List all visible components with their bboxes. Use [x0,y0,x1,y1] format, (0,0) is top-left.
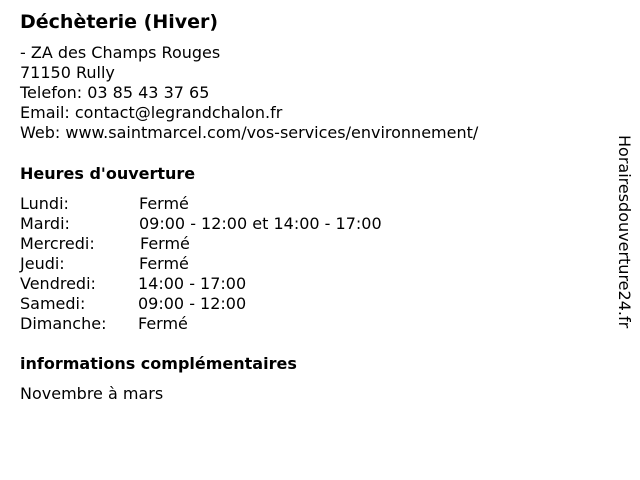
day-label: Samedi: [20,294,86,313]
day-hours: Fermé [139,254,189,273]
day-hours: 09:00 - 12:00 et 14:00 - 17:00 [139,214,382,233]
day-label: Jeudi: [20,254,65,273]
day-label: Mardi: [20,214,70,233]
page-title: Déchèterie (Hiver) [20,11,219,33]
day-label: Dimanche: [20,314,107,333]
address-email: Email: contact@legrandchalon.fr [20,103,283,122]
day-label: Vendredi: [20,274,96,293]
address-city: 71150 Rully [20,63,115,82]
site-watermark: Horairesdouverture24.fr [615,135,634,329]
day-label: Mercredi: [20,234,95,253]
address-web: Web: www.saintmarcel.com/vos-services/environnement/ [20,123,479,142]
day-hours: Fermé [140,234,190,253]
day-label: Lundi: [20,194,69,213]
opening-hours-heading: Heures d'ouverture [20,164,196,183]
additional-info-heading: informations complémentaires [20,354,297,373]
address-street: - ZA des Champs Rouges [20,43,221,62]
address-block [20,43,478,143]
day-hours: Fermé [138,314,188,333]
day-hours: Fermé [139,194,189,213]
day-hours: 14:00 - 17:00 [138,274,247,293]
additional-info-text: Novembre à mars [20,384,164,403]
address-phone: Telefon: 03 85 43 37 65 [20,83,210,102]
day-hours: 09:00 - 12:00 [138,294,247,313]
